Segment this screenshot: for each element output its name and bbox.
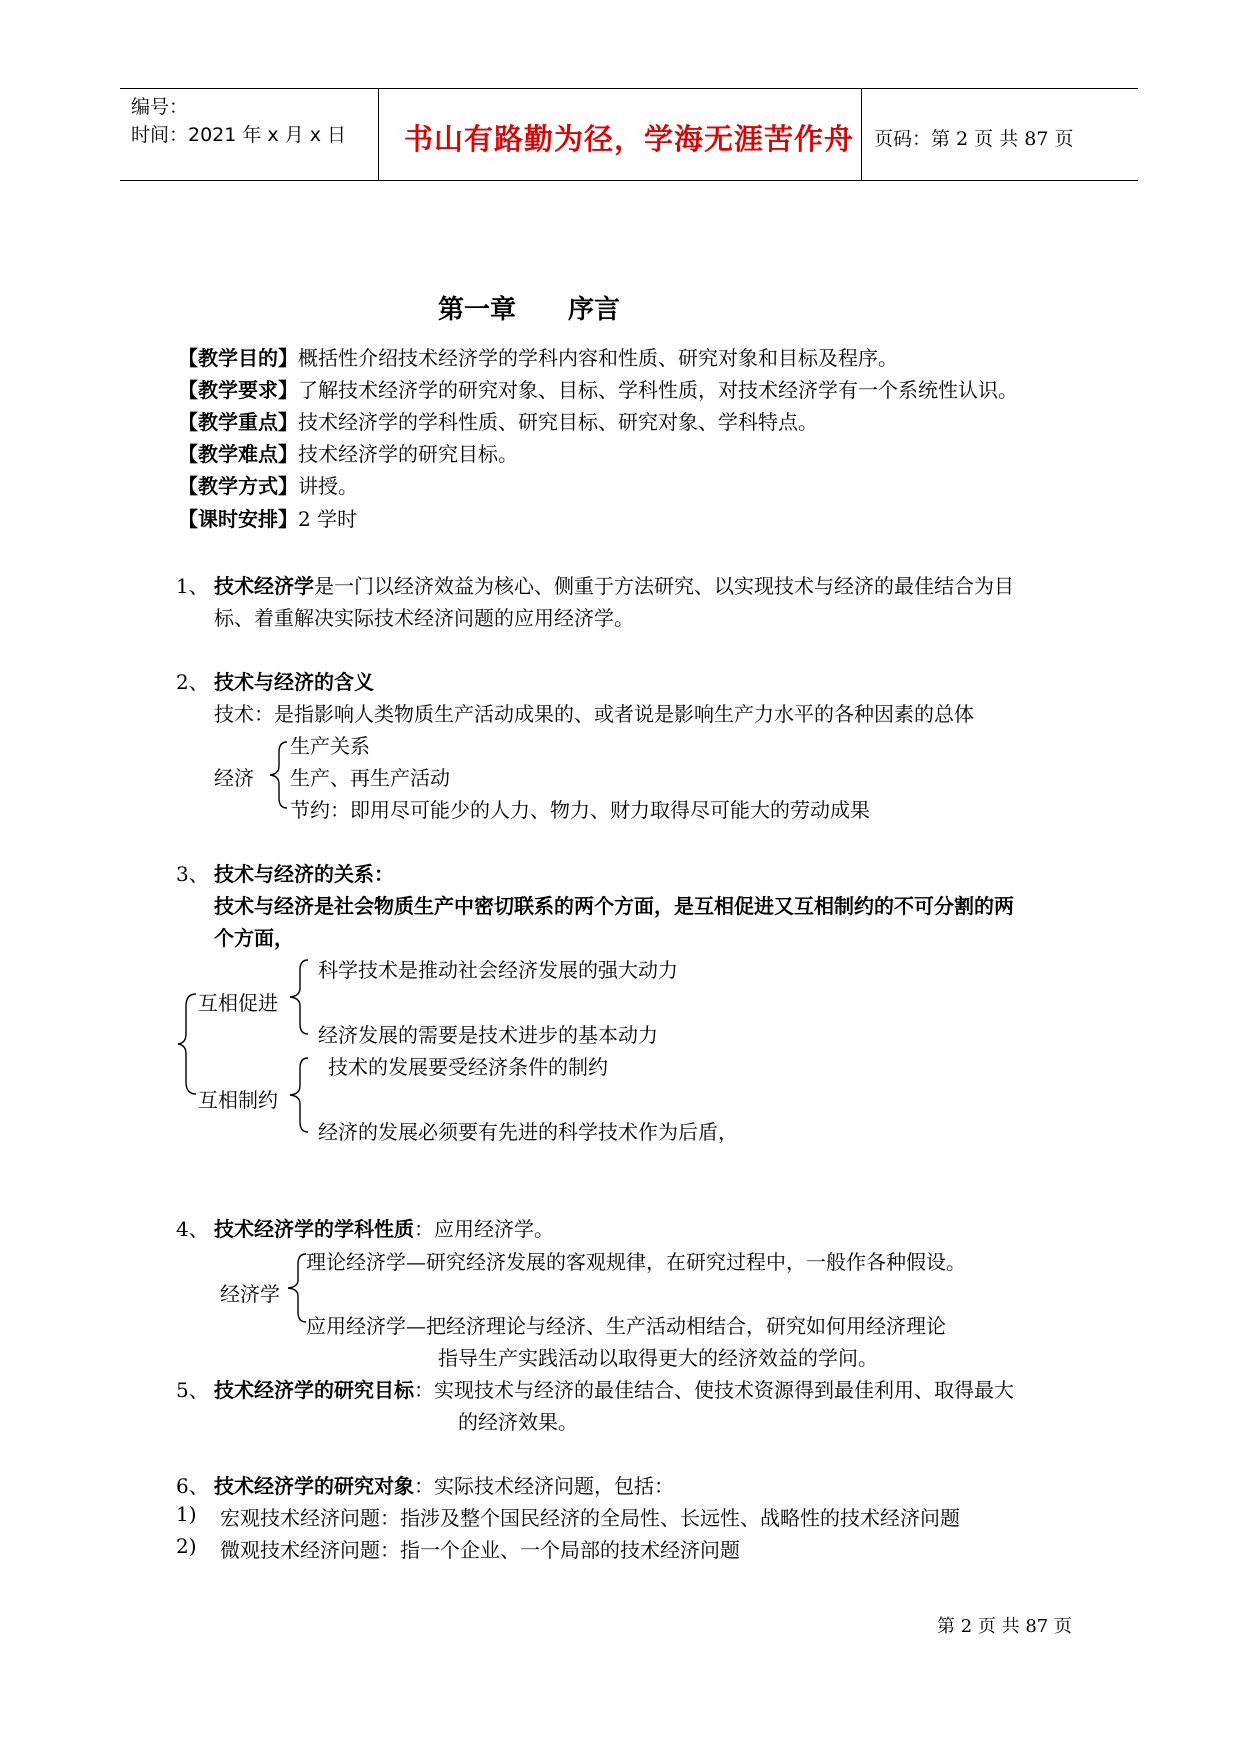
objective-item bbox=[178, 438, 518, 467]
section-heading: 技术与经济的含义 bbox=[214, 670, 374, 694]
section-number: 2、 bbox=[176, 670, 209, 694]
section-number: 4、 bbox=[176, 1217, 209, 1241]
page-footer: 第 2 页 共 87 页 bbox=[937, 1616, 1072, 1637]
tech-definition: 技术：是指影响人类物质生产活动成果的、或者说是影响生产力水平的各种因素的总体 bbox=[214, 702, 974, 726]
econ-label: 经济 bbox=[214, 766, 254, 790]
list-item-number: 1) bbox=[176, 1502, 197, 1526]
header-number-label: 编号： bbox=[131, 96, 189, 118]
objective-label: 【教学重点】 bbox=[178, 410, 298, 434]
objective-text: 2 学时 bbox=[298, 507, 358, 531]
section-heading: 技术与经济的关系： bbox=[214, 862, 394, 886]
header-bottom-rule bbox=[120, 180, 1138, 181]
term-highlight: 技术经济学 bbox=[214, 574, 314, 598]
section-1-line-1 bbox=[214, 570, 1014, 599]
section-heading-rest: ：实现技术与经济的最佳结合、使技术资源得到最佳利用、取得最大 bbox=[414, 1378, 1014, 1402]
econ-brace bbox=[263, 738, 293, 812]
section-number: 5、 bbox=[176, 1378, 209, 1402]
header-motto: 书山有路勤为径，学海无涯苦作舟 bbox=[404, 122, 855, 156]
restrict-item: 经济的发展必须要有先进的科学技术作为后盾， bbox=[318, 1120, 738, 1144]
econ-item: 生产关系 bbox=[290, 734, 370, 758]
promote-item: 科学技术是推动社会经济发展的强大动力 bbox=[318, 958, 678, 982]
section-heading-rest: ：应用经济学。 bbox=[414, 1217, 554, 1241]
objective-item bbox=[178, 503, 357, 532]
section-5-line-1 bbox=[214, 1374, 1014, 1403]
header-divider-left bbox=[378, 88, 379, 180]
header-top-rule bbox=[120, 88, 1138, 89]
restrict-item: 技术的发展要受经济条件的制约 bbox=[328, 1055, 608, 1079]
list-item: 宏观技术经济问题：指涉及整个国民经济的全局性、长远性、战略性的技术经济问题 bbox=[220, 1506, 960, 1530]
promote-item: 经济发展的需要是技术进步的基本动力 bbox=[318, 1023, 658, 1047]
relation-statement-2: 个方面， bbox=[214, 926, 294, 950]
objective-text: 技术经济学的研究目标。 bbox=[298, 442, 518, 466]
econ-item: 生产、再生产活动 bbox=[290, 766, 450, 790]
objective-label: 【教学目的】 bbox=[178, 346, 298, 370]
objective-item bbox=[178, 342, 898, 371]
objective-item bbox=[178, 470, 358, 499]
outer-brace bbox=[174, 990, 200, 1098]
applied-econ-item: 应用经济学—把经济理论与经济、生产活动相结合，研究如何用经济理论 bbox=[306, 1314, 946, 1338]
econ-item: 节约：即用尽可能少的人力、物力、财力取得尽可能大的劳动成果 bbox=[290, 798, 870, 822]
promote-label: 互相促进 bbox=[198, 991, 278, 1015]
section-5-line-2: 的经济效果。 bbox=[458, 1410, 578, 1434]
objective-label: 【教学要求】 bbox=[178, 378, 298, 402]
objective-text: 了解技术经济学的研究对象、目标、学科性质，对技术经济学有一个系统性认识。 bbox=[298, 378, 1018, 402]
objective-label: 【教学难点】 bbox=[178, 442, 298, 466]
section-6-heading-line bbox=[214, 1470, 674, 1499]
objective-text: 技术经济学的学科性质、研究目标、研究对象、学科特点。 bbox=[298, 410, 818, 434]
section-4-heading-line bbox=[214, 1213, 554, 1242]
restrict-brace bbox=[284, 1054, 314, 1136]
section-number: 1、 bbox=[176, 574, 209, 598]
relation-statement-1: 技术与经济是社会物质生产中密切联系的两个方面，是互相促进又互相制约的不可分割的两 bbox=[214, 894, 1014, 918]
section-heading-rest: ：实际技术经济问题，包括： bbox=[414, 1474, 674, 1498]
objective-text: 讲授。 bbox=[298, 474, 358, 498]
header-divider-right bbox=[861, 88, 862, 180]
header-page-code: 页码：第 2 页 共 87 页 bbox=[874, 128, 1074, 150]
list-item: 微观技术经济问题：指一个企业、一个局部的技术经济问题 bbox=[220, 1538, 740, 1562]
section-1-text-1: 是一门以经济效益为核心、侧重于方法研究、以实现技术与经济的最佳结合为目 bbox=[314, 574, 1014, 598]
objective-text: 概括性介绍技术经济学的学科内容和性质、研究对象和目标及程序。 bbox=[298, 346, 898, 370]
theory-econ-item: 理论经济学—研究经济发展的客观规律，在研究过程中，一般作各种假设。 bbox=[306, 1250, 966, 1274]
section-heading: 技术经济学的学科性质 bbox=[214, 1217, 414, 1241]
objective-label: 【课时安排】 bbox=[178, 507, 298, 531]
promote-brace bbox=[284, 956, 314, 1038]
objective-label: 【教学方式】 bbox=[178, 474, 298, 498]
applied-econ-item-cont: 指导生产实践活动以取得更大的经济效益的学问。 bbox=[438, 1346, 878, 1370]
section-heading: 技术经济学的研究对象 bbox=[214, 1474, 414, 1498]
objective-item bbox=[178, 406, 818, 435]
section-number: 3、 bbox=[176, 862, 209, 886]
list-item-number: 2) bbox=[176, 1534, 197, 1558]
chapter-title: 第一章 序言 bbox=[438, 295, 621, 325]
restrict-label: 互相制约 bbox=[198, 1088, 278, 1112]
section-number: 6、 bbox=[176, 1474, 209, 1498]
header-time-label: 时间：2021 年 x 月 x 日 bbox=[131, 124, 347, 146]
objective-item bbox=[178, 374, 1018, 403]
econ-science-label: 经济学 bbox=[220, 1282, 280, 1306]
section-1-line-2: 标、着重解决实际技术经济问题的应用经济学。 bbox=[214, 606, 634, 630]
section-heading: 技术经济学的研究目标 bbox=[214, 1378, 414, 1402]
